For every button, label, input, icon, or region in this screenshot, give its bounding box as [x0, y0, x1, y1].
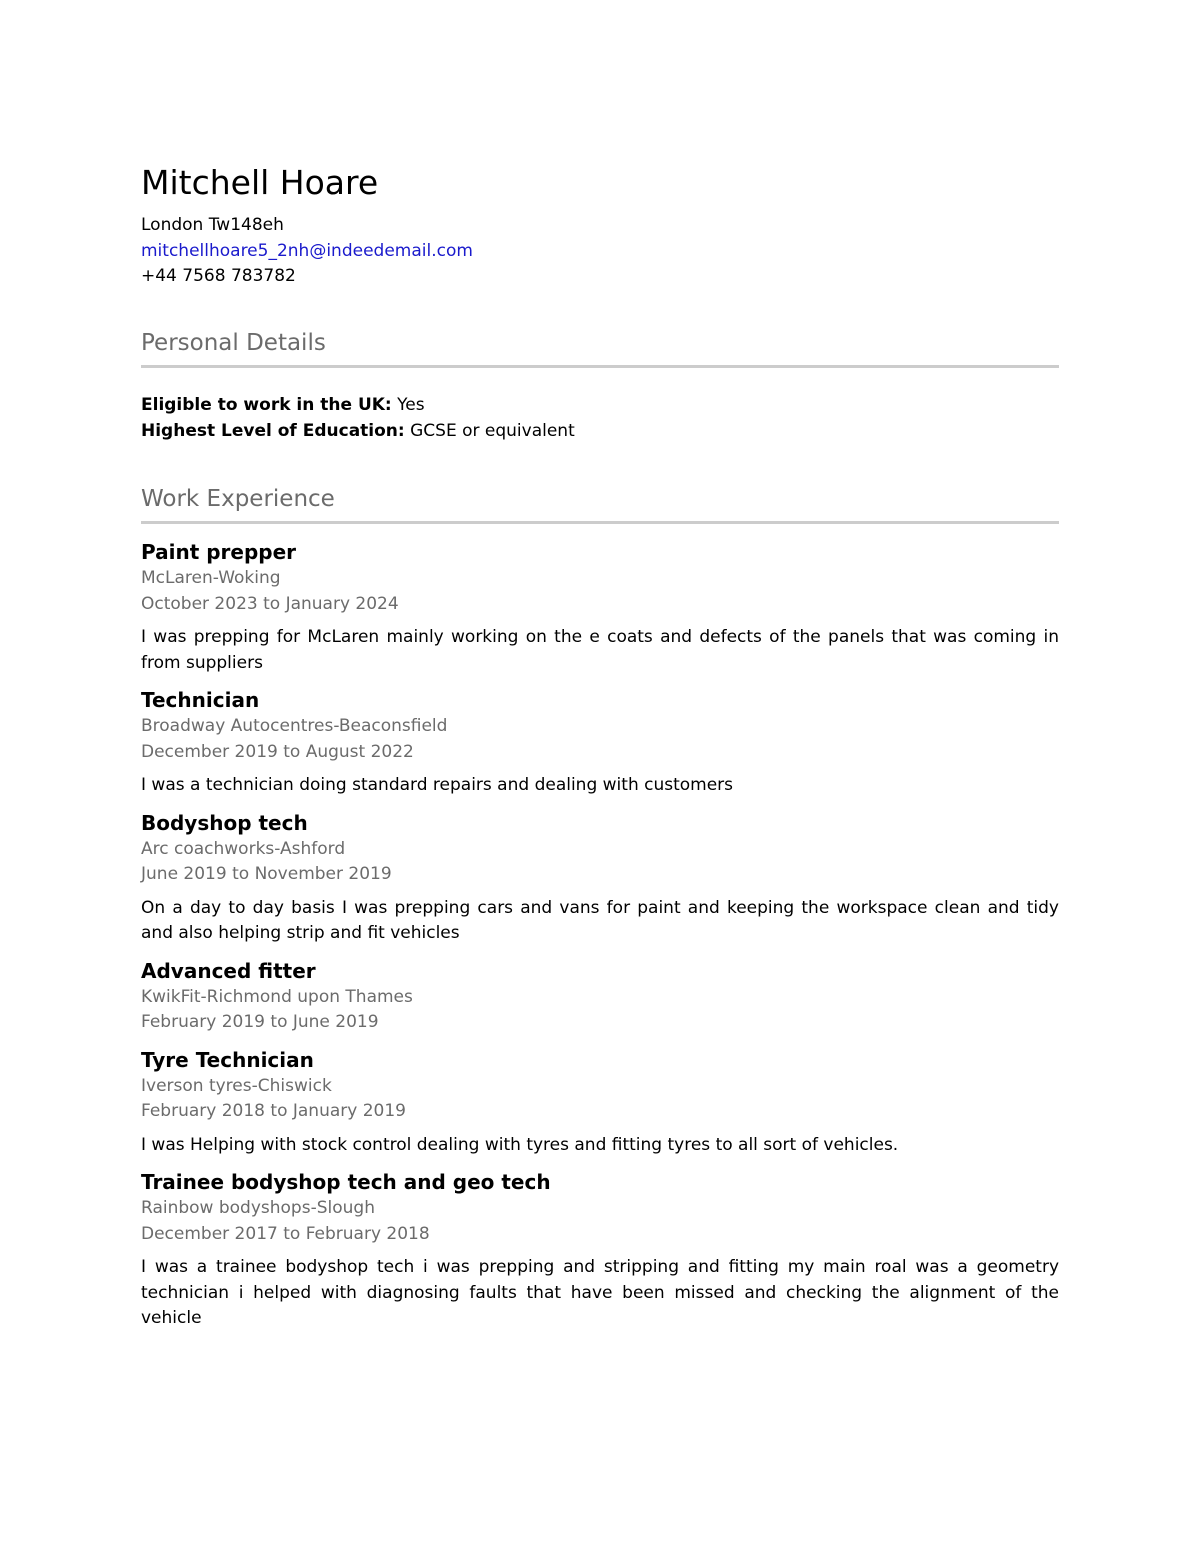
job-description: I was Helping with stock control dealing with tyres and fitting tyres to all sort of vehicles. — [141, 1134, 899, 1155]
job-company: Rainbow bodyshops-Slough — [141, 1198, 375, 1218]
job-title: Paint prepper — [141, 540, 297, 564]
job-dates: December 2019 to August 2022 — [141, 741, 414, 762]
job-dates: December 2017 to February 2018 — [141, 1223, 430, 1244]
job-company: Arc coachworks-Ashford — [141, 838, 346, 859]
job-description: On a day to day basis I was prepping cars and vans for paint and keeping the workspace clean and tidy and also helping strip and fit vehicles — [141, 897, 1059, 943]
job-title: Trainee bodyshop tech and geo tech — [141, 1170, 551, 1194]
work-experience-heading: Work Experience — [141, 486, 335, 512]
education-row — [141, 419, 575, 445]
job-title: Tyre Technician — [141, 1047, 314, 1072]
job-description: I was a trainee bodyshop tech i was prepping and stripping and fitting my main roal was a geometry technician i helped with diagnosing faults that have been missed and checking the alignment of the vehicle — [141, 1257, 1059, 1328]
job-dates: February 2019 to June 2019 — [141, 1012, 379, 1032]
location-text: London Tw148eh — [141, 215, 284, 235]
candidate-name: Mitchell Hoare — [141, 163, 379, 202]
personal-details-divider — [141, 365, 1059, 368]
job-dates: February 2018 to January 2019 — [141, 1101, 406, 1121]
job-company: Broadway Autocentres-Beaconsfield — [141, 716, 448, 736]
work-experience-divider — [141, 521, 1059, 524]
personal-details-block — [141, 393, 575, 444]
personal-details-heading: Personal Details — [141, 330, 326, 356]
job-title: Bodyshop tech — [141, 810, 308, 835]
eligibility-row — [141, 393, 575, 419]
job-title: Technician — [141, 688, 260, 712]
eligibility-label: Eligible to work in the UK: — [141, 395, 392, 415]
job-entry — [141, 810, 1059, 947]
job-entry — [141, 539, 1059, 676]
education-value: GCSE or equivalent — [410, 420, 575, 441]
email-link[interactable]: mitchellhoare5_2nh@indeedemail.com — [141, 240, 473, 261]
job-description: I was prepping for McLaren mainly working on the e coats and defects of the panels that was coming in from suppliers — [141, 627, 1059, 673]
job-dates: June 2019 to November 2019 — [141, 864, 392, 884]
job-company: Iverson tyres-Chiswick — [141, 1075, 332, 1096]
eligibility-value: Yes — [397, 395, 425, 415]
job-entry — [141, 687, 1059, 799]
job-entry — [141, 958, 1059, 1036]
job-company: KwikFit-Richmond upon Thames — [141, 986, 413, 1007]
phone-text: +44 7568 783782 — [141, 266, 296, 286]
job-entry — [141, 1047, 1059, 1159]
education-label: Highest Level of Education: — [141, 420, 405, 441]
job-dates: October 2023 to January 2024 — [141, 593, 399, 614]
job-description: I was a technician doing standard repairs and dealing with customers — [141, 775, 734, 795]
job-company: McLaren-Woking — [141, 568, 281, 588]
contact-block — [141, 213, 473, 290]
work-experience-list — [141, 539, 1059, 1343]
job-entry — [141, 1169, 1059, 1332]
job-title: Advanced fitter — [141, 958, 316, 983]
